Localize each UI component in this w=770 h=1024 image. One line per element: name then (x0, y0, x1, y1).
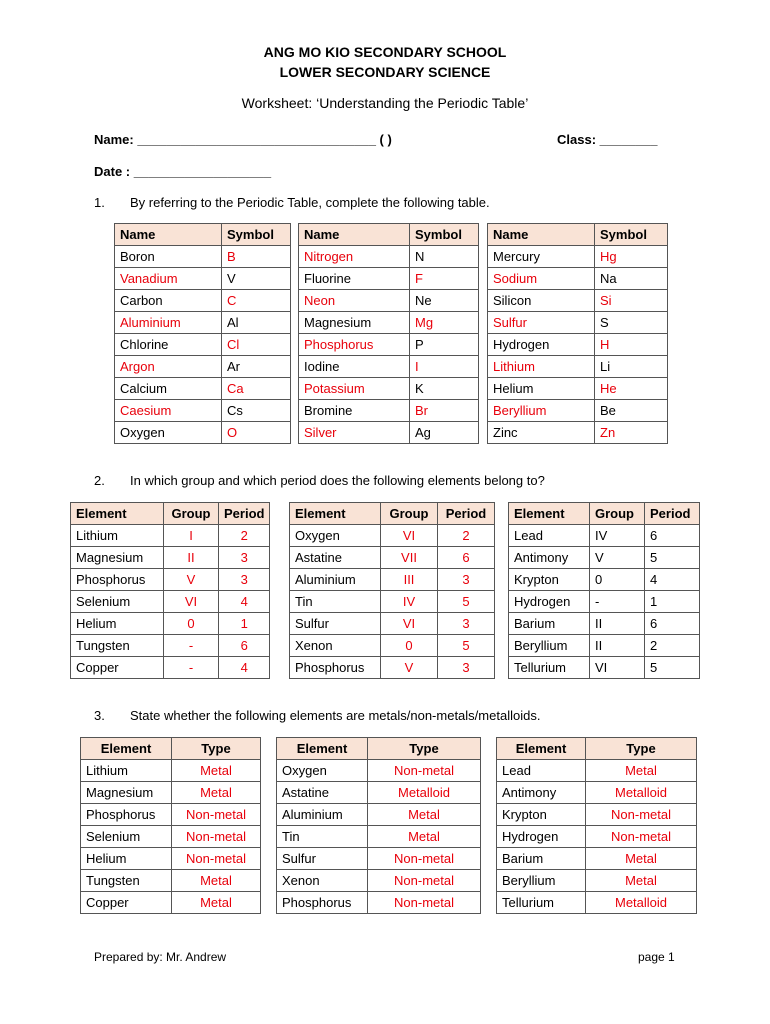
table-row (115, 290, 291, 312)
element-name: Lithium (71, 525, 164, 547)
element-name: Magnesium (81, 782, 172, 804)
table-row (71, 635, 270, 657)
table-row (509, 635, 700, 657)
name-field[interactable]: Name: _________________________________ ( ) (94, 132, 392, 147)
element-type: Non-metal (172, 804, 261, 826)
column-header: Type (172, 738, 261, 760)
table-row (115, 378, 291, 400)
table-row (115, 422, 291, 444)
period-value: 5 (438, 591, 495, 613)
table-row (488, 422, 668, 444)
element-symbol: Hg (595, 246, 668, 268)
prepared-by: Prepared by: Mr. Andrew (94, 950, 227, 964)
element-symbol: Ca (222, 378, 291, 400)
element-symbol: I (410, 356, 479, 378)
table-row (290, 547, 495, 569)
element-name: Potassium (299, 378, 410, 400)
class-field[interactable]: Class: ________ (557, 132, 658, 147)
group-value: VI (164, 591, 219, 613)
period-value: 6 (219, 635, 270, 657)
element-type: Metal (586, 760, 697, 782)
table-row (299, 334, 479, 356)
element-symbol: N (410, 246, 479, 268)
element-name: Hydrogen (497, 826, 586, 848)
page-number: page 1 (638, 950, 675, 964)
element-name: Beryllium (488, 400, 595, 422)
element-symbol: O (222, 422, 291, 444)
element-name: Aluminium (277, 804, 368, 826)
group-value: III (381, 569, 438, 591)
element-name: Lithium (81, 760, 172, 782)
table-row (299, 400, 479, 422)
element-name: Beryllium (497, 870, 586, 892)
period-value: 5 (645, 547, 700, 569)
element-name: Vanadium (115, 268, 222, 290)
element-name: Aluminium (290, 569, 381, 591)
table-row (488, 334, 668, 356)
table-row (509, 569, 700, 591)
element-name: Carbon (115, 290, 222, 312)
element-name: Krypton (509, 569, 590, 591)
element-name: Tin (277, 826, 368, 848)
element-name: Tungsten (81, 870, 172, 892)
period-value: 2 (438, 525, 495, 547)
table-row (488, 290, 668, 312)
element-symbol: K (410, 378, 479, 400)
column-header: Group (381, 503, 438, 525)
table-row (299, 312, 479, 334)
table-row (115, 246, 291, 268)
element-symbol: Cl (222, 334, 291, 356)
element-name: Barium (509, 613, 590, 635)
element-name: Magnesium (71, 547, 164, 569)
table-row (277, 870, 481, 892)
table-row (277, 804, 481, 826)
table-row (277, 760, 481, 782)
q3-table-2 (276, 737, 481, 914)
period-value: 4 (219, 591, 270, 613)
element-name: Astatine (290, 547, 381, 569)
group-value: VI (590, 657, 645, 679)
group-value: - (164, 657, 219, 679)
element-type: Non-metal (368, 892, 481, 914)
table-row (81, 826, 261, 848)
element-name: Xenon (290, 635, 381, 657)
element-name: Helium (488, 378, 595, 400)
element-type: Metal (172, 892, 261, 914)
element-type: Metalloid (586, 782, 697, 804)
element-type: Non-metal (172, 848, 261, 870)
element-type: Metalloid (586, 892, 697, 914)
element-symbol: C (222, 290, 291, 312)
table-row (299, 268, 479, 290)
group-value: 0 (381, 635, 438, 657)
table-row (277, 782, 481, 804)
q1-table-1 (114, 223, 291, 444)
element-name: Bromine (299, 400, 410, 422)
table-row (488, 268, 668, 290)
q1-table-3 (487, 223, 668, 444)
element-symbol: Mg (410, 312, 479, 334)
element-name: Oxygen (290, 525, 381, 547)
element-name: Antimony (509, 547, 590, 569)
element-type: Metal (586, 870, 697, 892)
column-header: Name (299, 224, 410, 246)
header-row (115, 224, 291, 246)
table-row (81, 782, 261, 804)
table-row (497, 826, 697, 848)
element-type: Metal (172, 870, 261, 892)
period-value: 2 (645, 635, 700, 657)
column-header: Symbol (410, 224, 479, 246)
header-row (488, 224, 668, 246)
table-row (115, 400, 291, 422)
element-name: Tungsten (71, 635, 164, 657)
element-name: Argon (115, 356, 222, 378)
table-row (509, 613, 700, 635)
element-type: Non-metal (368, 848, 481, 870)
group-value: 0 (590, 569, 645, 591)
table-row (488, 312, 668, 334)
element-name: Selenium (81, 826, 172, 848)
period-value: 1 (219, 613, 270, 635)
element-name: Neon (299, 290, 410, 312)
table-row (299, 422, 479, 444)
group-value: II (590, 613, 645, 635)
table-row (497, 848, 697, 870)
element-name: Fluorine (299, 268, 410, 290)
element-type: Metal (172, 782, 261, 804)
course-name: LOWER SECONDARY SCIENCE (279, 64, 491, 80)
table-row (71, 591, 270, 613)
element-name: Aluminium (115, 312, 222, 334)
element-name: Oxygen (115, 422, 222, 444)
table-row (115, 334, 291, 356)
element-name: Boron (115, 246, 222, 268)
group-value: II (590, 635, 645, 657)
table-row (497, 760, 697, 782)
table-row (488, 400, 668, 422)
header-row (290, 503, 495, 525)
group-value: VII (381, 547, 438, 569)
column-header: Element (71, 503, 164, 525)
header-row (277, 738, 481, 760)
group-value: V (164, 569, 219, 591)
table-row (509, 525, 700, 547)
element-type: Non-metal (172, 826, 261, 848)
q2-table-1 (70, 502, 270, 679)
table-row (81, 848, 261, 870)
element-name: Phosphorus (299, 334, 410, 356)
element-symbol: Cs (222, 400, 291, 422)
period-value: 6 (645, 613, 700, 635)
group-value: V (381, 657, 438, 679)
column-header: Element (290, 503, 381, 525)
table-row (290, 613, 495, 635)
element-name: Caesium (115, 400, 222, 422)
element-name: Hydrogen (488, 334, 595, 356)
table-row (115, 312, 291, 334)
q2-table-3 (508, 502, 700, 679)
table-row (497, 870, 697, 892)
group-value: - (164, 635, 219, 657)
element-name: Beryllium (509, 635, 590, 657)
element-symbol: Li (595, 356, 668, 378)
element-name: Helium (81, 848, 172, 870)
column-header: Period (645, 503, 700, 525)
element-symbol: Ne (410, 290, 479, 312)
table-row (509, 547, 700, 569)
table-row (290, 591, 495, 613)
table-row (71, 657, 270, 679)
period-value: 6 (438, 547, 495, 569)
column-header: Element (509, 503, 590, 525)
element-name: Phosphorus (290, 657, 381, 679)
element-name: Silicon (488, 290, 595, 312)
element-type: Metalloid (368, 782, 481, 804)
element-name: Iodine (299, 356, 410, 378)
table-row (81, 870, 261, 892)
header-row (71, 503, 270, 525)
group-value: VI (381, 525, 438, 547)
element-name: Phosphorus (81, 804, 172, 826)
table-row (290, 657, 495, 679)
element-symbol: Zn (595, 422, 668, 444)
header-row (497, 738, 697, 760)
element-name: Sulfur (488, 312, 595, 334)
element-symbol: Na (595, 268, 668, 290)
table-row (497, 892, 697, 914)
element-name: Sulfur (277, 848, 368, 870)
group-value: VI (381, 613, 438, 635)
column-header: Name (115, 224, 222, 246)
element-name: Sodium (488, 268, 595, 290)
table-row (277, 892, 481, 914)
q2-table-2 (289, 502, 495, 679)
element-name: Phosphorus (277, 892, 368, 914)
element-name: Krypton (497, 804, 586, 826)
group-value: V (590, 547, 645, 569)
element-type: Metal (368, 826, 481, 848)
table-row (290, 635, 495, 657)
column-header: Period (438, 503, 495, 525)
element-type: Metal (368, 804, 481, 826)
table-row (81, 804, 261, 826)
period-value: 3 (438, 569, 495, 591)
header-row (81, 738, 261, 760)
group-value: - (590, 591, 645, 613)
column-header: Type (368, 738, 481, 760)
period-value: 3 (219, 547, 270, 569)
element-type: Metal (586, 848, 697, 870)
table-row (488, 378, 668, 400)
element-name: Lead (497, 760, 586, 782)
worksheet-title: Worksheet: ‘Understanding the Periodic Table’ (241, 95, 529, 111)
table-row (509, 657, 700, 679)
element-name: Xenon (277, 870, 368, 892)
table-row (71, 569, 270, 591)
element-symbol: Be (595, 400, 668, 422)
header-row (299, 224, 479, 246)
column-header: Element (497, 738, 586, 760)
element-symbol: S (595, 312, 668, 334)
column-header: Period (219, 503, 270, 525)
table-row (115, 356, 291, 378)
table-row (290, 569, 495, 591)
period-value: 3 (219, 569, 270, 591)
q3-table-1 (80, 737, 261, 914)
period-value: 4 (219, 657, 270, 679)
element-symbol: F (410, 268, 479, 290)
period-value: 3 (438, 657, 495, 679)
period-value: 2 (219, 525, 270, 547)
element-symbol: H (595, 334, 668, 356)
table-row (299, 246, 479, 268)
question-2-number: 2. (94, 473, 105, 488)
element-name: Zinc (488, 422, 595, 444)
table-row (497, 804, 697, 826)
column-header: Name (488, 224, 595, 246)
table-row (299, 378, 479, 400)
table-row (290, 525, 495, 547)
element-name: Silver (299, 422, 410, 444)
table-row (277, 826, 481, 848)
element-name: Chlorine (115, 334, 222, 356)
column-header: Element (81, 738, 172, 760)
period-value: 6 (645, 525, 700, 547)
column-header: Group (590, 503, 645, 525)
element-symbol: B (222, 246, 291, 268)
element-symbol: He (595, 378, 668, 400)
element-name: Helium (71, 613, 164, 635)
element-symbol: Ag (410, 422, 479, 444)
group-value: II (164, 547, 219, 569)
element-name: Tin (290, 591, 381, 613)
element-name: Phosphorus (71, 569, 164, 591)
element-type: Non-metal (368, 870, 481, 892)
question-3-number: 3. (94, 708, 105, 723)
question-1-number: 1. (94, 195, 105, 210)
element-name: Mercury (488, 246, 595, 268)
school-name: ANG MO KIO SECONDARY SCHOOL (263, 44, 507, 60)
table-row (81, 892, 261, 914)
element-symbol: Ar (222, 356, 291, 378)
table-row (71, 613, 270, 635)
period-value: 4 (645, 569, 700, 591)
q1-table-2 (298, 223, 479, 444)
table-row (509, 591, 700, 613)
element-name: Tellurium (497, 892, 586, 914)
table-row (71, 525, 270, 547)
question-2-text: In which group and which period does the following elements belong to? (130, 473, 545, 488)
group-value: IV (381, 591, 438, 613)
table-row (115, 268, 291, 290)
element-symbol: Br (410, 400, 479, 422)
period-value: 3 (438, 613, 495, 635)
group-value: 0 (164, 613, 219, 635)
table-row (81, 760, 261, 782)
element-type: Non-metal (368, 760, 481, 782)
element-name: Tellurium (509, 657, 590, 679)
element-name: Nitrogen (299, 246, 410, 268)
element-name: Sulfur (290, 613, 381, 635)
element-symbol: V (222, 268, 291, 290)
element-name: Magnesium (299, 312, 410, 334)
element-name: Lead (509, 525, 590, 547)
element-name: Antimony (497, 782, 586, 804)
column-header: Element (277, 738, 368, 760)
element-name: Hydrogen (509, 591, 590, 613)
column-header: Group (164, 503, 219, 525)
table-row (488, 356, 668, 378)
table-row (299, 356, 479, 378)
element-name: Astatine (277, 782, 368, 804)
element-name: Oxygen (277, 760, 368, 782)
element-symbol: Si (595, 290, 668, 312)
question-1-text: By referring to the Periodic Table, complete the following table. (130, 195, 490, 210)
group-value: I (164, 525, 219, 547)
table-row (488, 246, 668, 268)
element-name: Lithium (488, 356, 595, 378)
element-name: Calcium (115, 378, 222, 400)
group-value: IV (590, 525, 645, 547)
column-header: Symbol (595, 224, 668, 246)
table-row (277, 848, 481, 870)
element-name: Barium (497, 848, 586, 870)
table-row (71, 547, 270, 569)
table-row (299, 290, 479, 312)
element-symbol: P (410, 334, 479, 356)
element-type: Non-metal (586, 826, 697, 848)
element-type: Non-metal (586, 804, 697, 826)
date-field[interactable]: Date : ___________________ (94, 164, 272, 179)
element-name: Copper (81, 892, 172, 914)
table-row (497, 782, 697, 804)
q3-table-3 (496, 737, 697, 914)
element-name: Selenium (71, 591, 164, 613)
column-header: Type (586, 738, 697, 760)
period-value: 5 (438, 635, 495, 657)
column-header: Symbol (222, 224, 291, 246)
element-symbol: Al (222, 312, 291, 334)
element-type: Metal (172, 760, 261, 782)
period-value: 1 (645, 591, 700, 613)
question-3-text: State whether the following elements are metals/non-metals/metalloids. (130, 708, 541, 723)
header-row (509, 503, 700, 525)
period-value: 5 (645, 657, 700, 679)
element-name: Copper (71, 657, 164, 679)
